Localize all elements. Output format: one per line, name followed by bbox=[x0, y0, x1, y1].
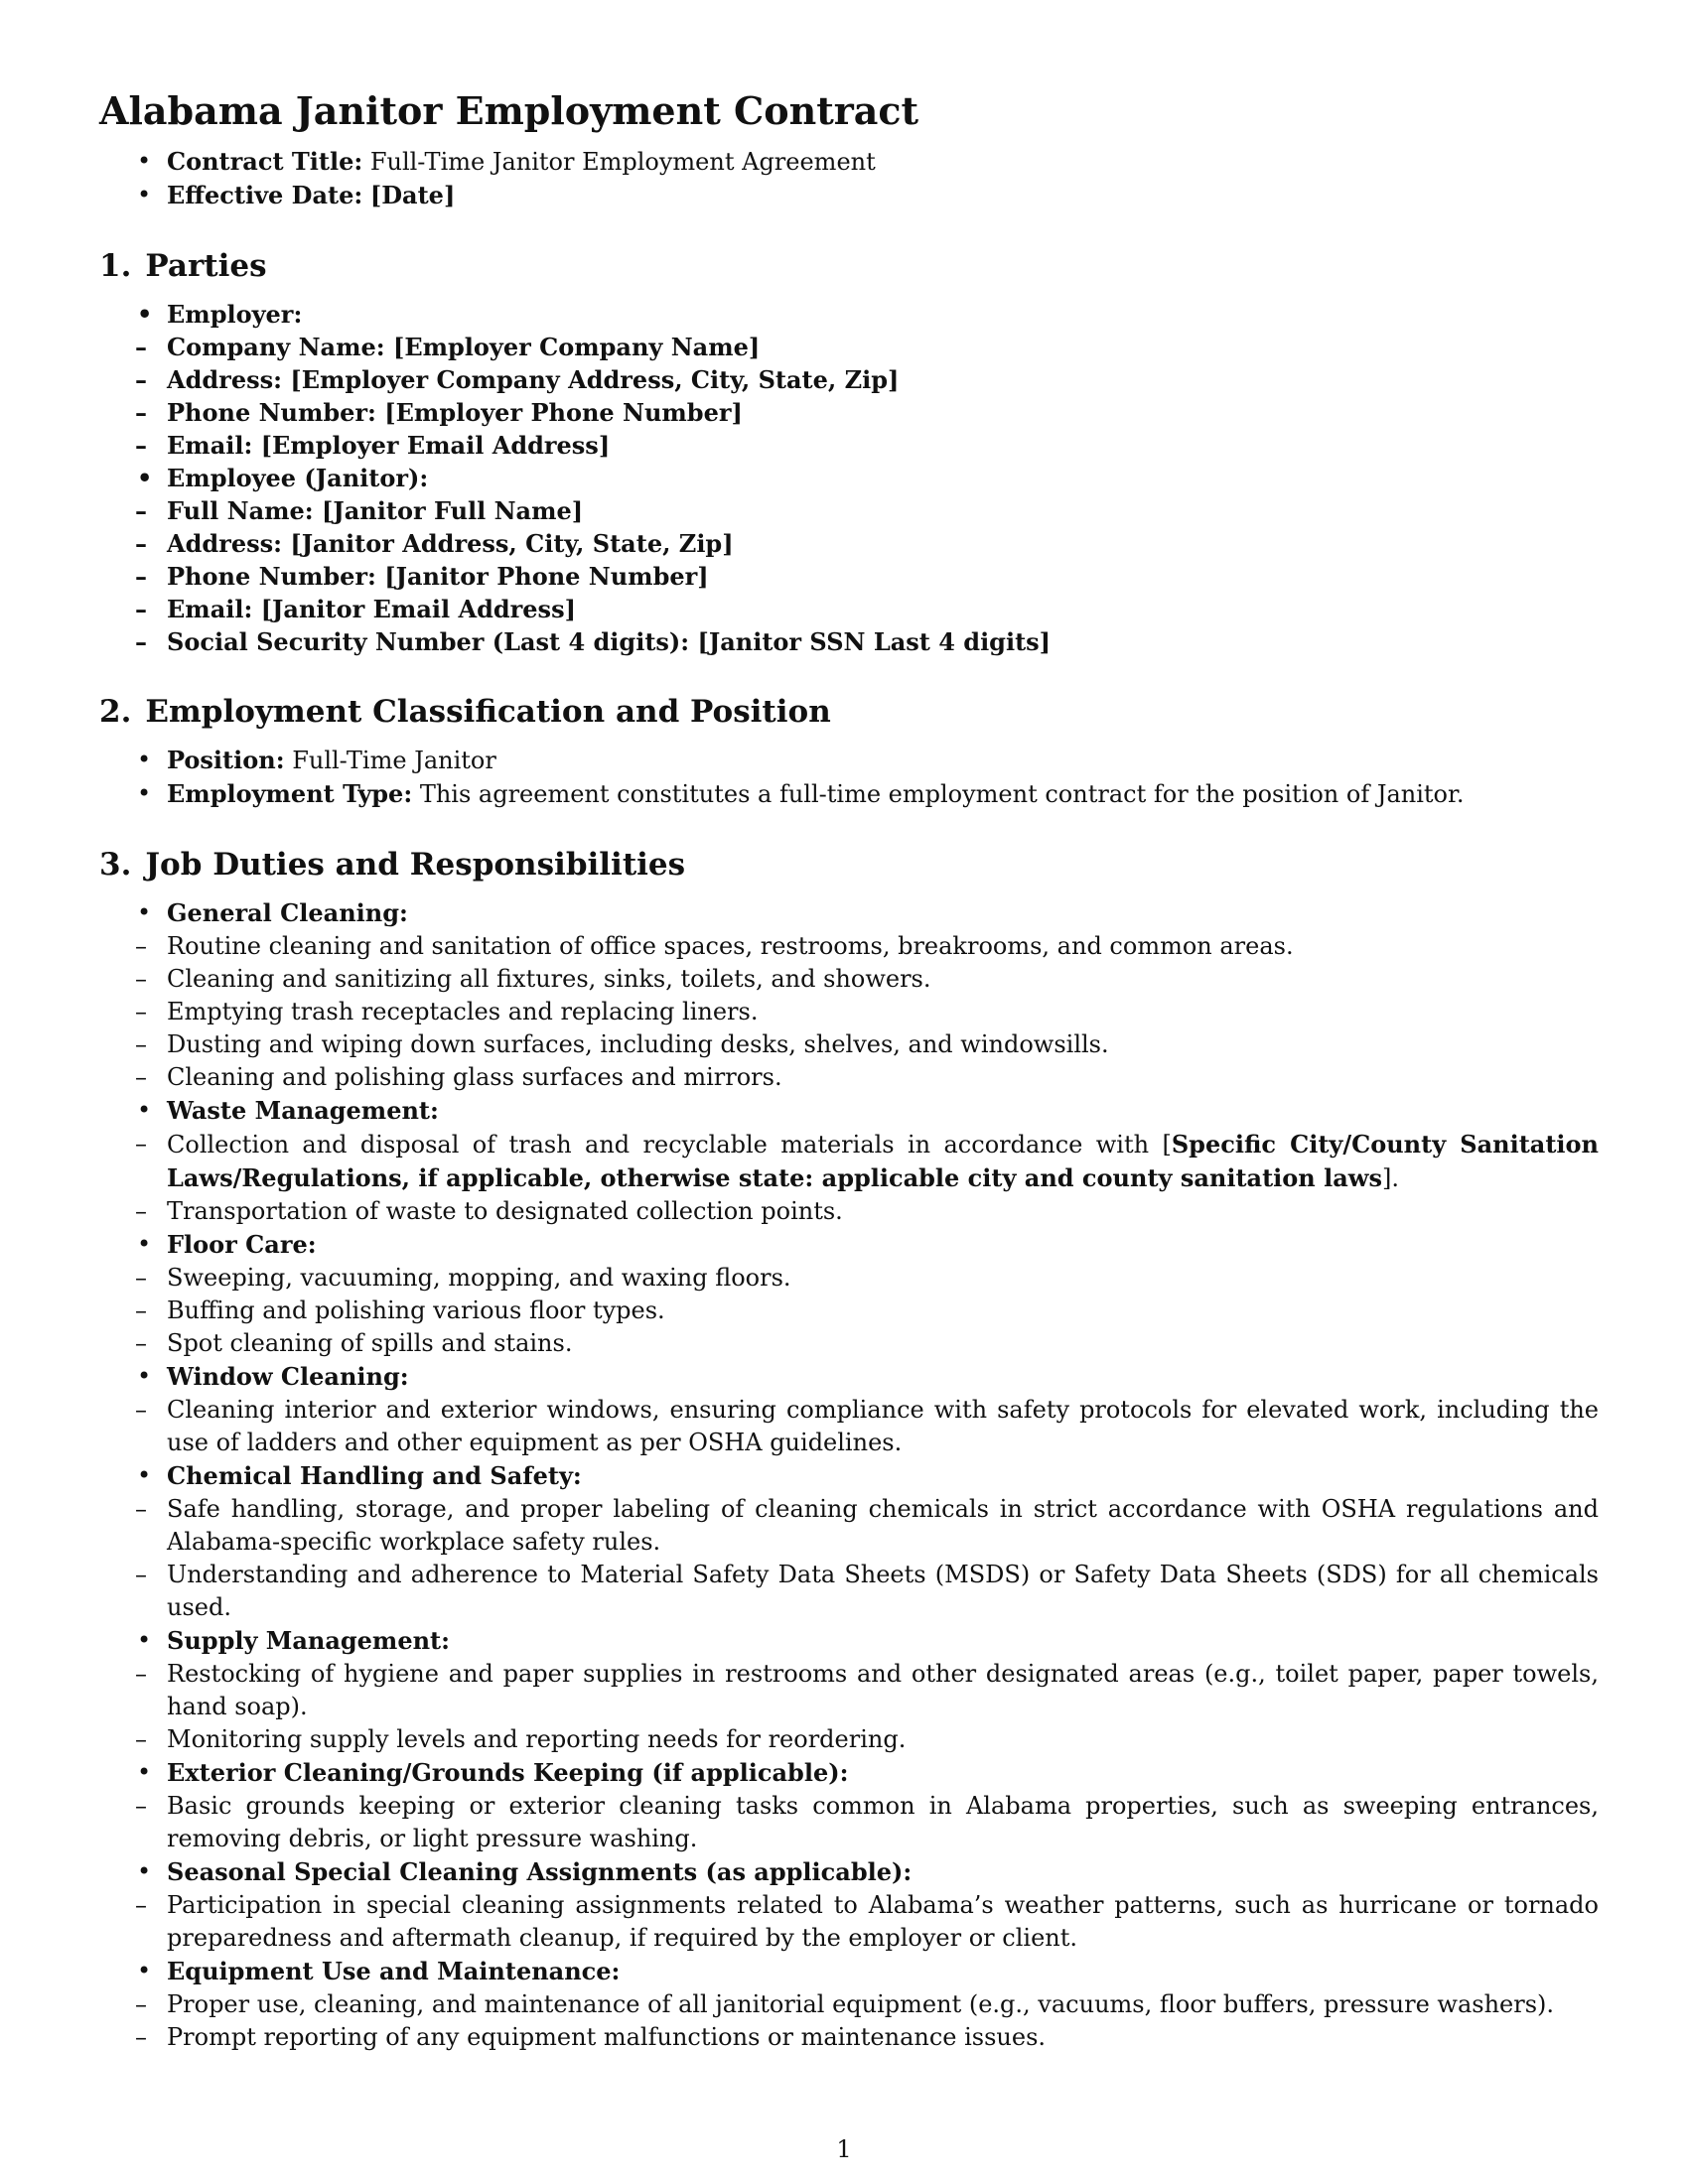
list-item: – Email: [Janitor Email Address] bbox=[107, 593, 1599, 625]
document-page bbox=[99, 87, 1599, 2054]
employee-details bbox=[167, 494, 1599, 658]
duty-waste-management: • Waste Management: – Collection and disposal of trash and recyclable materials in accordance with [Specific City/County Sanitation Laws/Regulations, if applicable, otherwise state: applicable city and county sanitation laws]. – Transportation of waste to designated collection points. bbox=[99, 1094, 1599, 1228]
list-item: – Phone Number: [Janitor Phone Number] bbox=[107, 560, 1599, 593]
list-item: – Buffing and polishing various floor types. bbox=[107, 1295, 1599, 1327]
meta-value: [Date] bbox=[369, 181, 456, 209]
list-item: – Sweeping, vacuuming, mopping, and waxing floors. bbox=[107, 1262, 1599, 1295]
list-item: – Phone Number: [Employer Phone Number] bbox=[107, 396, 1599, 429]
contract-meta-list bbox=[99, 145, 1599, 212]
list-item: – Monitoring supply levels and reporting needs for reordering. bbox=[107, 1723, 1599, 1756]
list-item: – Social Security Number (Last 4 digits): [Janitor SSN Last 4 digits] bbox=[107, 625, 1599, 658]
duties-list bbox=[99, 896, 1599, 2054]
meta-effective-date bbox=[99, 179, 1599, 212]
list-item: • Employment Type: This agreement constitutes a full-time employment contract for the position of Janitor. bbox=[99, 777, 1599, 811]
duty-supply-management: • Supply Management: – Restocking of hygiene and paper supplies in restrooms and other designated areas (e.g., toilet paper, paper towels, hand soap). – Monitoring supply levels and reporting needs for reordering. bbox=[99, 1624, 1599, 1756]
list-item: – Address: [Employer Company Address, City, State, Zip] bbox=[107, 363, 1599, 396]
list-item: – Dusting and wiping down surfaces, including desks, shelves, and windowsills. bbox=[107, 1028, 1599, 1061]
list-item: – Participation in special cleaning assignments related to Alabama’s weather patterns, such as hurricane or tornado preparedness and aftermath cleanup, if required by the employer or client. bbox=[107, 1889, 1599, 1955]
meta-label: Effective Date: bbox=[167, 181, 363, 209]
duty-exterior-cleaning: • Exterior Cleaning/Grounds Keeping (if applicable): – Basic grounds keeping or exterior cleaning tasks common in Alabama properties, such as sweeping entrances, removing debris, or light pressure washing. bbox=[99, 1756, 1599, 1855]
party-employer bbox=[99, 298, 1599, 462]
duty-equipment-use: • Equipment Use and Maintenance: – Proper use, cleaning, and maintenance of all janitorial equipment (e.g., vacuums, floor buffers, pressure washers). – Prompt reporting of any equipment malfunctions or maintenance issues. bbox=[99, 1955, 1599, 2054]
party-label: Employee (Janitor): bbox=[167, 464, 429, 492]
list-item: – Understanding and adherence to Material Safety Data Sheets (MSDS) or Safety Data Sheets (SDS) for all chemicals used. bbox=[107, 1559, 1599, 1624]
list-item: – Proper use, cleaning, and maintenance of all janitorial equipment (e.g., vacuums, floor buffers, pressure washers). bbox=[107, 1988, 1599, 2021]
duty-chemical-handling: • Chemical Handling and Safety: – Safe handling, storage, and proper labeling of cleaning chemicals in strict accordance with OSHA regulations and Alabama-specific workplace safety rules. – Understanding and adherence to Material Safety Data Sheets (MSDS) or Safety Data Sheets (SDS) for all chemicals used. bbox=[99, 1459, 1599, 1624]
document-title: Alabama Janitor Employment Contract bbox=[99, 88, 919, 133]
list-item: • Position: Full-Time Janitor bbox=[99, 744, 1599, 777]
meta-label: Contract Title: bbox=[167, 147, 363, 176]
section-heading-parties: 1. Parties bbox=[99, 248, 267, 284]
list-item: – Full Name: [Janitor Full Name] bbox=[107, 494, 1599, 527]
duty-general-cleaning: • General Cleaning: – Routine cleaning and sanitation of office spaces, restrooms, breakrooms, and common areas. – Cleaning and sanitizing all fixtures, sinks, toilets, and showers. – Emptying trash receptacles and replacing liners. – Dusting and wiping down surfaces, including desks, shelves, and windowsills. – Cleaning and polishing glass surfaces and mirrors. bbox=[99, 896, 1599, 1094]
classification-list bbox=[99, 744, 1599, 811]
list-item: – Routine cleaning and sanitation of office spaces, restrooms, breakrooms, and common areas. bbox=[107, 930, 1599, 963]
list-item: – Transportation of waste to designated collection points. bbox=[107, 1195, 1599, 1228]
party-employee bbox=[99, 462, 1599, 658]
list-item: – Safe handling, storage, and proper labeling of cleaning chemicals in strict accordance with OSHA regulations and Alabama-specific workplace safety rules. bbox=[107, 1493, 1599, 1559]
list-item: – Cleaning and sanitizing all fixtures, sinks, toilets, and showers. bbox=[107, 963, 1599, 996]
meta-value: Full-Time Janitor Employment Agreement bbox=[369, 148, 876, 176]
party-label: Employer: bbox=[167, 300, 303, 329]
duty-floor-care: • Floor Care: – Sweeping, vacuuming, mopping, and waxing floors. – Buffing and polishing various floor types. – Spot cleaning of spills and stains. bbox=[99, 1228, 1599, 1360]
list-item: – Cleaning interior and exterior windows, ensuring compliance with safety protocols for elevated work, including the use of ladders and other equipment as per OSHA guidelines. bbox=[107, 1394, 1599, 1459]
duty-window-cleaning: • Window Cleaning: – Cleaning interior and exterior windows, ensuring compliance with safety protocols for elevated work, including the use of ladders and other equipment as per OSHA guidelines. bbox=[99, 1360, 1599, 1459]
list-item: – Company Name: [Employer Company Name] bbox=[107, 331, 1599, 363]
section-heading-duties: 3. Job Duties and Responsibilities bbox=[99, 847, 686, 883]
list-item: – Email: [Employer Email Address] bbox=[107, 429, 1599, 462]
list-item: – Cleaning and polishing glass surfaces and mirrors. bbox=[107, 1061, 1599, 1094]
list-item: – Basic grounds keeping or exterior cleaning tasks common in Alabama properties, such as sweeping entrances, removing debris, or light pressure washing. bbox=[107, 1790, 1599, 1855]
employer-details bbox=[167, 331, 1599, 462]
parties-list bbox=[99, 298, 1599, 658]
list-item: – Collection and disposal of trash and recyclable materials in accordance with [Specific City/County Sanitation Laws/Regulations, if applicable, otherwise state: applicable city and county sanitation laws]. bbox=[107, 1128, 1599, 1195]
list-item: – Address: [Janitor Address, City, State, Zip] bbox=[107, 527, 1599, 560]
meta-contract-title bbox=[99, 145, 1599, 179]
duty-seasonal-cleaning: • Seasonal Special Cleaning Assignments (as applicable): – Participation in special cleaning assignments related to Alabama’s weather patterns, such as hurricane or tornado preparedness and aftermath cleanup, if required by the employer or client. bbox=[99, 1855, 1599, 1955]
list-item: – Prompt reporting of any equipment malfunctions or maintenance issues. bbox=[107, 2021, 1599, 2054]
page-number: 1 bbox=[836, 2135, 852, 2163]
list-item: – Emptying trash receptacles and replacing liners. bbox=[107, 996, 1599, 1028]
list-item: – Spot cleaning of spills and stains. bbox=[107, 1327, 1599, 1360]
section-heading-classification: 2. Employment Classification and Position bbox=[99, 694, 831, 730]
list-item: – Restocking of hygiene and paper supplies in restrooms and other designated areas (e.g., toilet paper, paper towels, hand soap). bbox=[107, 1658, 1599, 1723]
